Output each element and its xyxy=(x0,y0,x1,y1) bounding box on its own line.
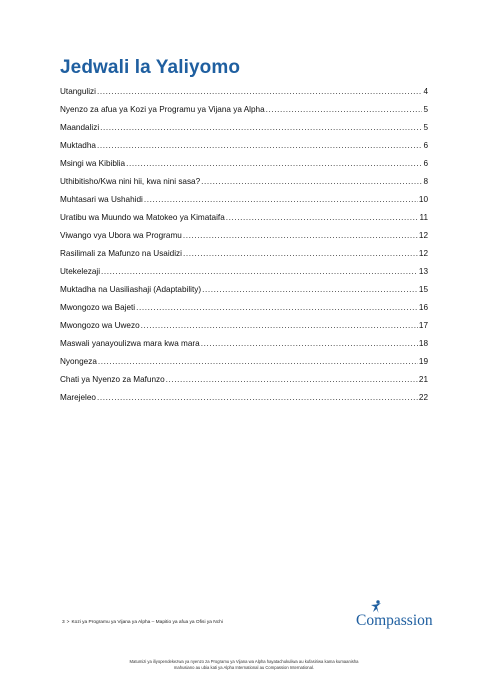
footer-running-title-text: Kozi ya Programu ya Vijana ya Alpha – Mapitio ya afua ya Ofisi ya Nchi xyxy=(71,620,223,625)
toc-dot-leader xyxy=(166,375,418,384)
toc-entry[interactable] xyxy=(60,123,428,141)
toc-dot-leader xyxy=(136,303,418,312)
compassion-logo xyxy=(356,600,436,634)
toc-entry-label: Mwongozo wa Bajeti xyxy=(60,303,136,312)
toc-entry-label: Nyenzo za afua ya Kozi ya Programu ya Vijana ya Alpha xyxy=(60,105,265,114)
toc-entry-page: 13 xyxy=(418,267,428,276)
toc-entry[interactable] xyxy=(60,87,428,105)
toc-dot-leader xyxy=(98,357,418,366)
toc-entry-label: Marejeleo xyxy=(60,393,96,402)
toc-entry[interactable] xyxy=(60,375,428,393)
toc-entry[interactable] xyxy=(60,339,428,357)
toc-entry[interactable] xyxy=(60,177,428,195)
toc-entry-page: 12 xyxy=(418,231,428,240)
toc-entry[interactable] xyxy=(60,357,428,375)
toc-entry-label: Muhtasari wa Ushahidi xyxy=(60,195,143,204)
toc-entry-label: Uratibu wa Muundo wa Matokeo ya Kimataifa xyxy=(60,213,225,222)
toc-entry-label: Utekelezaji xyxy=(60,267,101,276)
toc-entry[interactable] xyxy=(60,231,428,249)
toc-entry[interactable] xyxy=(60,195,428,213)
toc-entry-label: Uthibitisho/Kwa nini hii, kwa nini sasa? xyxy=(60,177,201,186)
toc-dot-leader xyxy=(100,123,422,132)
toc-entry-label: Nyongeza xyxy=(60,357,97,366)
toc-entry-page: 5 xyxy=(423,105,428,114)
toc-entry[interactable] xyxy=(60,267,428,285)
toc-entry-page: 16 xyxy=(418,303,428,312)
toc-dot-leader xyxy=(97,87,422,96)
toc-entry-label: Maswali yanayoulizwa mara kwa mara xyxy=(60,339,200,348)
toc-entry[interactable] xyxy=(60,393,428,411)
toc-entry-page: 12 xyxy=(418,249,428,258)
toc-dot-leader xyxy=(201,177,422,186)
toc-entry[interactable] xyxy=(60,249,428,267)
disclaimer-text: Matumizi ya iliyopendekezwa ya nyenzo za Programu ya Vijana wa Alpha hayatachukuliwa au kufasiriwa kama kumaanisha mahusiano au ubia kati ya Alpha International au Compassion International. xyxy=(129,659,359,670)
toc-dot-leader xyxy=(202,285,418,294)
toc-entry-label: Rasilimali za Mafunzo na Usaidizi xyxy=(60,249,182,258)
toc-entry-page: 11 xyxy=(419,213,428,222)
toc-entry-label: Muktadha xyxy=(60,141,96,150)
toc-entry[interactable] xyxy=(60,105,428,123)
toc-entry[interactable] xyxy=(60,213,428,231)
toc-dot-leader xyxy=(144,195,418,204)
toc-entry-label: Chati ya Nyenzo za Mafunzo xyxy=(60,375,165,384)
table-of-contents xyxy=(60,87,428,411)
toc-entry-page: 17 xyxy=(418,321,428,330)
toc-entry-page: 21 xyxy=(418,375,428,384)
toc-dot-leader xyxy=(141,321,418,330)
toc-entry-label: Maandalizi xyxy=(60,123,100,132)
toc-entry-label: Mwongozo wa Uwezo xyxy=(60,321,140,330)
footer-running-title: 3 > Kozi ya Programu ya Vijana ya Alpha – Mapitio ya afua ya Ofisi ya Nchi xyxy=(62,620,223,625)
toc-entry[interactable] xyxy=(60,285,428,303)
toc-dot-leader xyxy=(201,339,418,348)
footer-page-number: 3 xyxy=(62,620,65,625)
toc-entry-label: Msingi wa Kibiblia xyxy=(60,159,126,168)
toc-entry-page: 15 xyxy=(418,285,428,294)
toc-entry-label: Muktadha na Uasiliashaji (Adaptability) xyxy=(60,285,202,294)
toc-dot-leader xyxy=(97,393,418,402)
toc-dot-leader xyxy=(183,249,418,258)
toc-entry-page: 4 xyxy=(423,87,428,96)
toc-entry-page: 6 xyxy=(423,141,428,150)
toc-entry[interactable] xyxy=(60,321,428,339)
toc-dot-leader xyxy=(226,213,419,222)
toc-entry[interactable] xyxy=(60,303,428,321)
toc-entry[interactable] xyxy=(60,141,428,159)
page-title: Jedwali la Yaliyomo xyxy=(60,57,241,78)
toc-entry-label: Utangulizi xyxy=(60,87,96,96)
toc-entry-page: 10 xyxy=(418,195,428,204)
toc-dot-leader xyxy=(183,231,418,240)
toc-dot-leader xyxy=(97,141,422,150)
toc-entry-page: 19 xyxy=(418,357,428,366)
toc-entry-label: Viwango vya Ubora wa Programu xyxy=(60,231,182,240)
logo-wordmark: Compassion xyxy=(356,612,433,629)
toc-entry-page: 22 xyxy=(418,393,428,402)
toc-dot-leader xyxy=(101,267,418,276)
toc-entry-page: 6 xyxy=(423,159,428,168)
toc-dot-leader xyxy=(126,159,422,168)
toc-dot-leader xyxy=(266,105,423,114)
toc-entry-page: 5 xyxy=(423,123,428,132)
toc-entry-page: 18 xyxy=(418,339,428,348)
toc-entry[interactable] xyxy=(60,159,428,177)
toc-entry-page: 8 xyxy=(423,177,428,186)
